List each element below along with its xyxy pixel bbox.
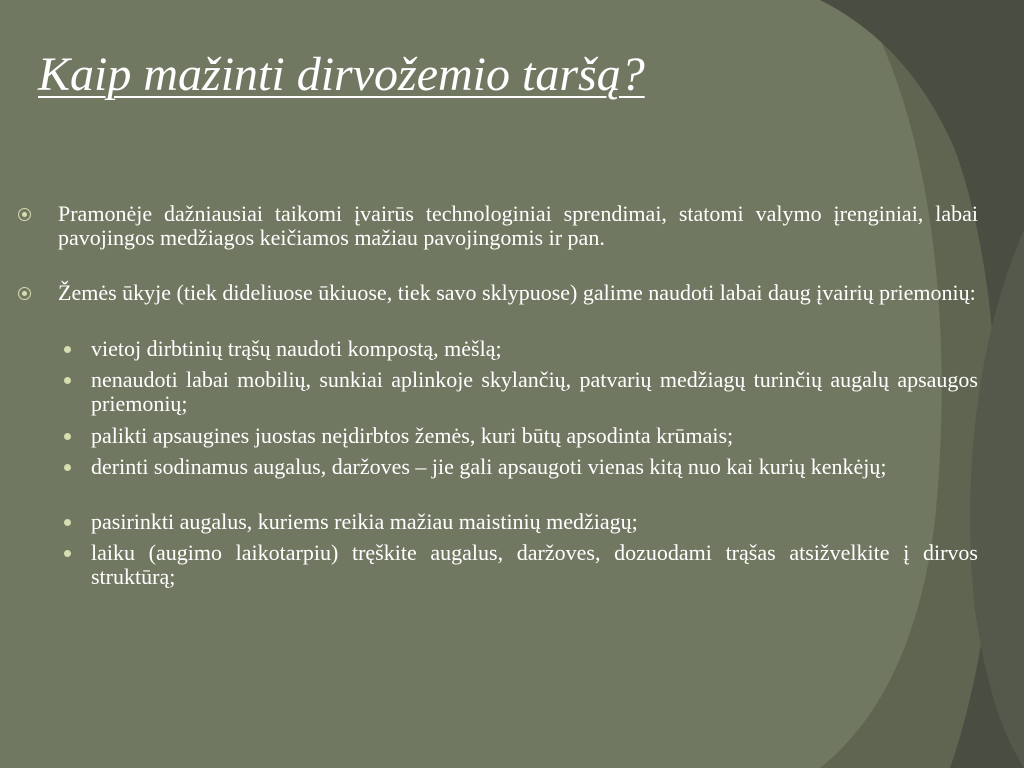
bullet-icon [18, 287, 31, 300]
sub-bullet-item: palikti apsaugines juostas neįdirbtos žemės, kuri būtų apsodinta krūmais; [91, 423, 734, 448]
sub-bullet-item: nenaudoti labai mobilių, sunkiai aplinkoje skylančių, patvarių medžiagų turinčių augalų apsaugos priemonių; [91, 367, 978, 416]
sub-bullet-icon [64, 464, 71, 471]
sub-bullet-item: laiku (augimo laikotarpiu) tręškite augalus, daržoves, dozuodami trąšas atsižvelkite į dirvos struktūrą; [91, 540, 978, 589]
sub-bullet-icon [64, 519, 71, 526]
sub-bullet-item: vietoj dirbtinių trąšų naudoti kompostą, mėšlą; [91, 336, 502, 361]
sub-bullet-icon [64, 550, 71, 557]
sub-bullet-icon [64, 346, 71, 353]
sub-bullet-item: derinti sodinamus augalus, daržoves – jie gali apsaugoti vienas kitą nuo kai kurių kenkėjų; [91, 454, 887, 479]
sub-bullet-icon [64, 377, 71, 384]
bullet-item: Žemės ūkyje (tiek dideliuose ūkiuose, tiek savo sklypuose) galime naudoti labai daug įvairių priemonių: [58, 280, 976, 305]
bullet-item: Pramonėje dažniausiai taikomi įvairūs technologiniai sprendimai, statomi valymo įrenginiai, labai pavojingos medžiagos keičiamos mažiau pavojingomis ir pan. [58, 201, 978, 250]
slide-title: Kaip mažinti dirvožemio taršą? [38, 48, 645, 101]
sub-bullet-icon [64, 433, 71, 440]
bullet-icon [18, 208, 31, 221]
sub-bullet-item: pasirinkti augalus, kuriems reikia mažiau maistinių medžiagų; [91, 509, 638, 534]
